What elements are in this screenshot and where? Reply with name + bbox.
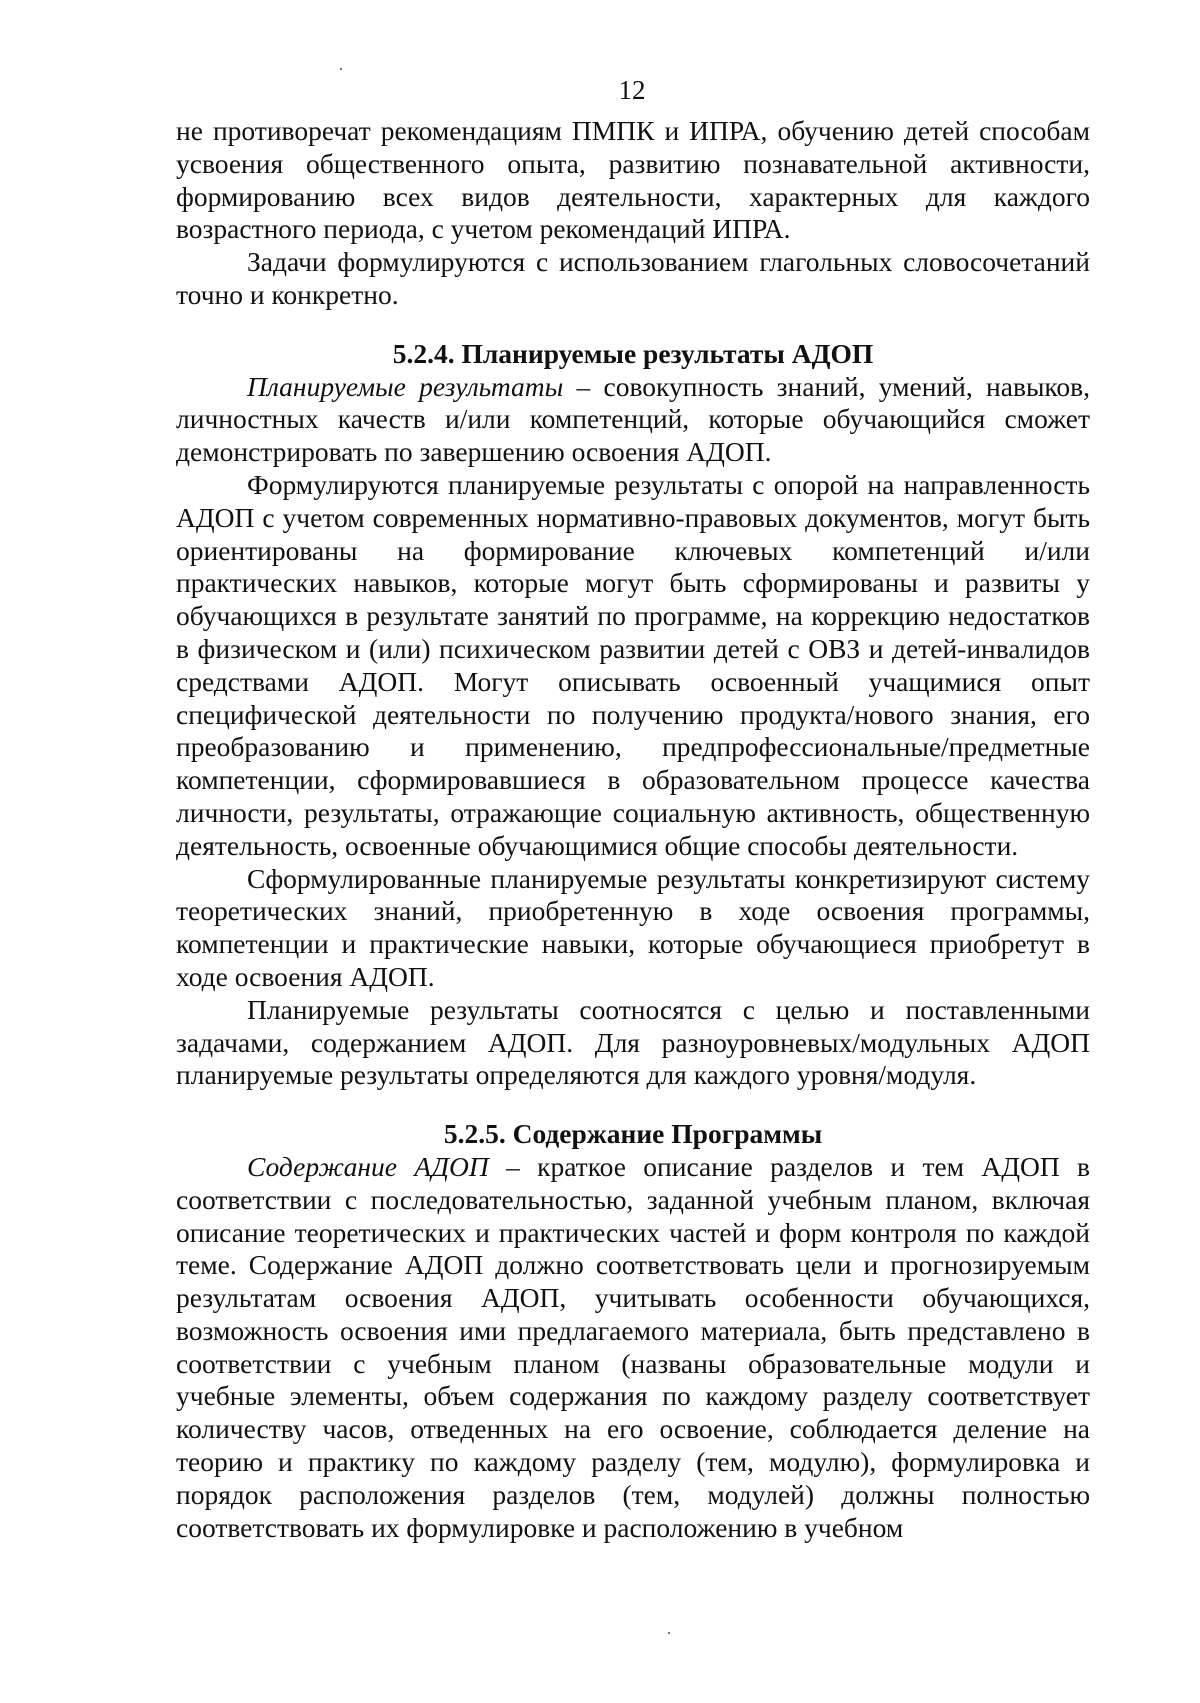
paragraph-planned-results-specify: Сформулированные планируемые результаты конкретизируют систему теоретических знаний, приобретенную в ходе освоения программы, компетенции и практические навыки, которые обучающиеся приобретут в ходе освоения АДОП. (176, 862, 1090, 992)
paragraph-tasks: Задачи формулируются с использованием глагольных словосочетаний точно и конкретно. (176, 246, 1090, 310)
paragraph-planned-results-formulation: Формулируются планируемые результаты с опорой на направленность АДОП с учетом современных нормативно-правовых документов, могут быть ориентированы на формирование ключевых компетенций и/или практических навыков, которые могут быть сформированы и развиты у обучающихся в результате занятий по программе, на коррекцию недостатков в физическом и (или) психическом развитии детей с ОВЗ и детей-инвалидов средствами АДОП. Могут описывать освоенный учащимися опыт специфической деятельности по получению продукта/нового знания, его преобразованию и применению, предпрофессиональные/предметные компетенции, сформировавшиеся в образовательном процессе качества личности, результаты, отражающие социальную активность, общественную деятельность, освоенные обучающимися общие способы деятельности. (176, 468, 1090, 861)
paragraph-planned-results-definition (176, 371, 1090, 469)
section-heading-planned-results: 5.2.4. Планируемые результаты АДОП (392, 337, 874, 369)
definition-planned-results: – совокупность знаний, умений, навыков, личностных качеств и/или компетенций, которые обучающийся сможет демонстрировать по завершению освоения АДОП. (176, 370, 1090, 468)
definition-program-content: – краткое описание разделов и тем АДОП в соответствии с последовательностью, заданной учебным планом, включая описание теоретических и практических частей и форм контроля по каждой теме. Содержание АДОП должно соответствовать цели и прогнозируемым результатам освоения АДОП, учитывать особенности обучающихся, возможность освоения ими предлагаемого материала, быть представлено в соответствии с учебным планом (названы образовательные модули и учебные элементы, объем содержания по каждому разделу соответствует количеству часов, отведенных на его освоение, соблюдается деление на теорию и практику по каждому разделу (тем, модулю), формулировка и порядок расположения разделов (тем, модулей) должны полностью соответствовать их формулировке и расположению в учебном (176, 1150, 1091, 1543)
page-number: 12 (618, 75, 646, 105)
term-planned-results: Планируемые результаты (247, 370, 564, 402)
section-heading-program-content: 5.2.5. Содержание Программы (443, 1118, 823, 1150)
paragraph-intro: не противоречат рекомендациям ПМПК и ИПРА, обучению детей способам усвоения общественного опыта, развитию познавательной активности, формированию всех видов деятельности, характерных для каждого возрастного периода, с учетом рекомендаций ИПРА. (176, 115, 1090, 245)
term-program-content: Содержание АДОП (247, 1150, 489, 1182)
paragraph-planned-results-correlation: Планируемые результаты соотносятся с целью и поставленными задачами, содержанием АДОП. Для разноуровневых/модульных АДОП планируемые результаты определяются для каждого уровня/модуля. (176, 993, 1090, 1091)
page-body (176, 115, 1090, 1544)
scan-speck (340, 68, 342, 70)
scan-speck (668, 1632, 670, 1634)
paragraph-program-content-definition (176, 1151, 1090, 1545)
